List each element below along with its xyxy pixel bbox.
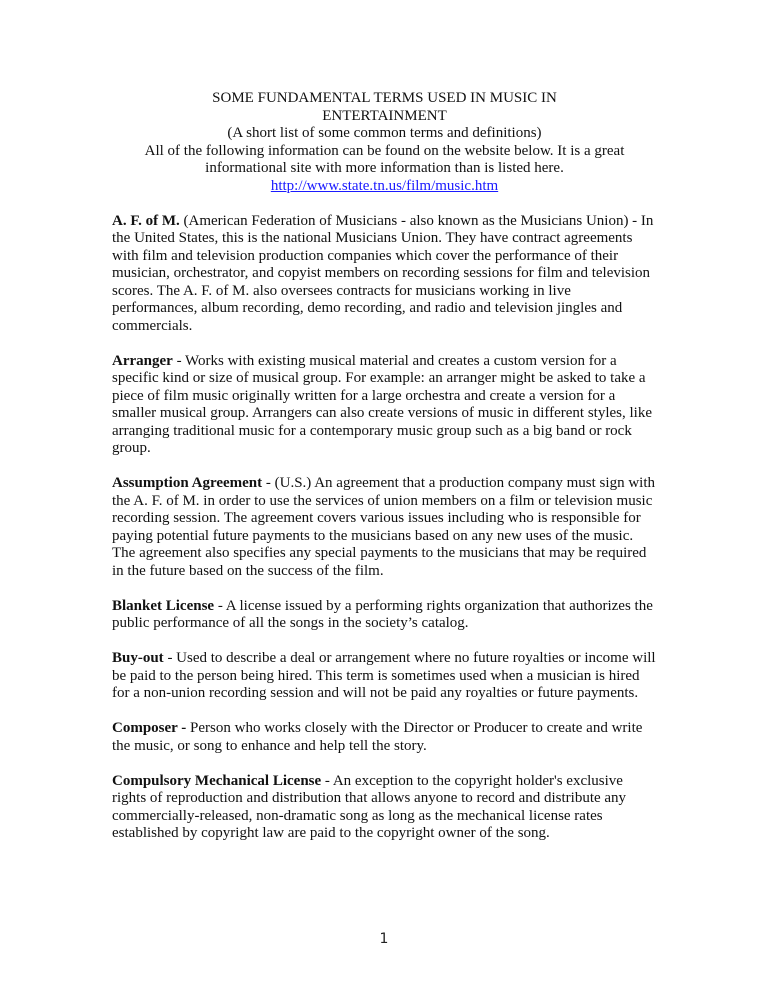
- term-definition: Person who works closely with the Director or Producer to create and write the music, or song to enhance and help tell the story.: [112, 720, 643, 754]
- website-link[interactable]: http://www.state.tn.us/film/music.htm: [270, 177, 499, 194]
- term-name: Buy-out: [112, 650, 164, 666]
- term-definition: - (U.S.) An agreement that a production company must sign with the A. F. of M. in order to use the services of union members on a film or television music recording session. The agreement covers various issues including who is responsible for paying potential future payments to the musicians based on any new uses of the music. The agreement also specifies any special payments to the musicians that may be required in the future based on the success of the film.: [112, 475, 655, 579]
- term-definition: - An exception to the copyright holder's exclusive rights of reproduction and distribution that allows anyone to record and distribute any commercially-released, non-dramatic song as long as the mechanical license rates established by copyright law are paid to the copyright owner of the song.: [112, 772, 627, 841]
- term-definition: - Used to describe a deal or arrangement where no future royalties or income will be paid to the person being hired. This term is sometimes used when a musician is hired for a non-union recording session and will not be paid any royalties or future payments.: [112, 650, 656, 701]
- term-name: Arranger: [112, 352, 173, 369]
- intro-line-2: informational site with more information than is listed here.: [205, 160, 564, 176]
- page-number: 1: [379, 931, 389, 947]
- term-name: Compulsory Mechanical License: [112, 772, 322, 789]
- term-definition: - A license issued by a performing rights organization that authorizes the public performance of all the songs in the society’s catalog.: [112, 597, 653, 631]
- term-entry: [112, 475, 657, 580]
- term-name: Composer -: [112, 720, 191, 736]
- title-line-2: ENTERTAINMENT: [322, 107, 447, 124]
- term-definition: (American Federation of Musicians - also known as the Musicians Union) - In the United States, this is the national Musicians Union. They have contract agreements with film and television production companies which cover the performance of their musician, orchestrator, and copyist members on recording sessions for film and television scores. The A. F. of M. also oversees contracts for musicians working in live performances, album recording, demo recording, and radio and television jingles and commercials.: [112, 212, 654, 334]
- term-name: A. F. of M.: [112, 212, 180, 229]
- term-entry: [112, 598, 657, 633]
- term-name: Assumption Agreement: [112, 475, 263, 491]
- title-line-1: SOME FUNDAMENTAL TERMS USED IN MUSIC IN: [212, 90, 557, 106]
- document-page: [112, 90, 657, 860]
- term-entry: [112, 353, 657, 458]
- term-name: Blanket License: [112, 597, 215, 614]
- intro-line-1: All of the following information can be found on the website below. It is a great: [144, 142, 625, 159]
- document-header: [112, 90, 657, 195]
- term-definition: - Works with existing musical material and creates a custom version for a specific kind or size of musical group. For example: an arranger might be asked to take a piece of film music originally written for a large orchestra and create a version for a smaller musical group. Arrangers can also create versions of music in different styles, like arranging traditional music for a contemporary music group such as a big band or rock group.: [112, 352, 652, 456]
- subtitle: (A short list of some common terms and definitions): [227, 125, 542, 141]
- term-entry: [112, 650, 657, 703]
- term-entry: [112, 213, 657, 336]
- term-entry: [112, 720, 657, 755]
- term-entry: [112, 773, 657, 843]
